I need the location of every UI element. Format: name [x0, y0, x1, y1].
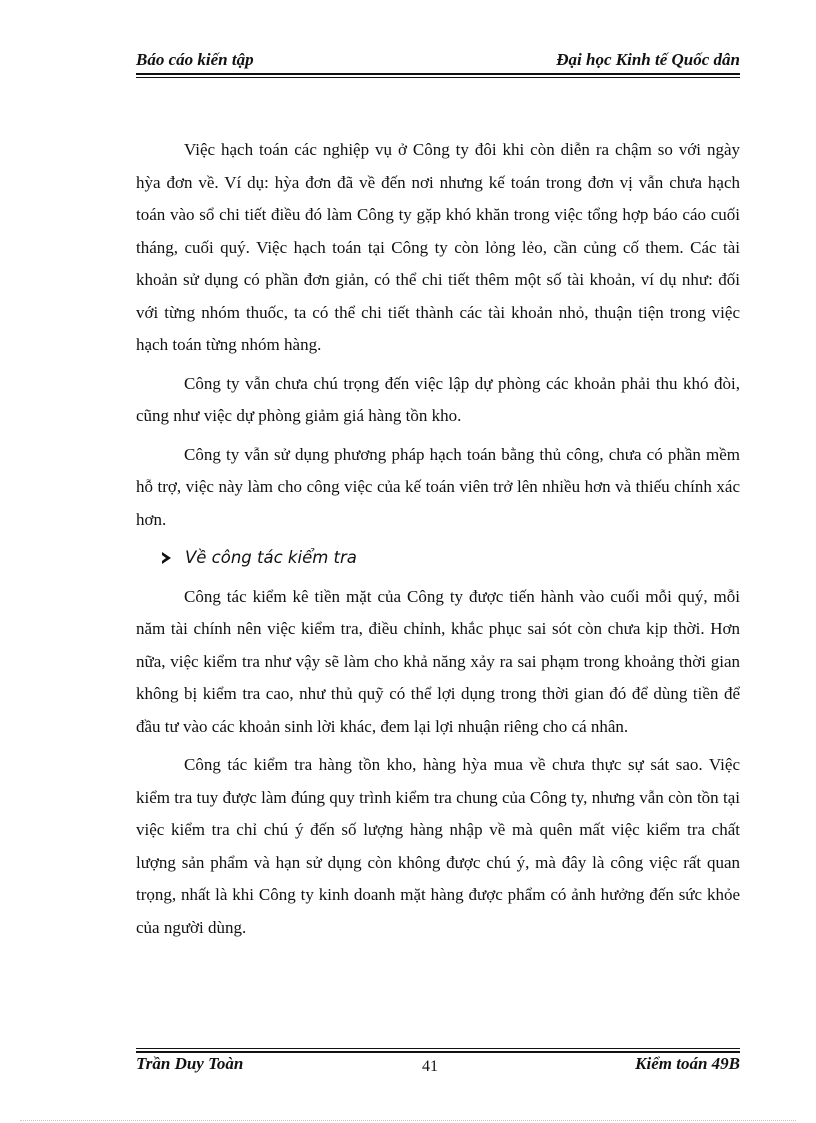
footer-rule-thin: [136, 1048, 740, 1049]
footer-rule: [136, 1051, 740, 1053]
arrowhead-bullet-icon: [162, 552, 171, 564]
paragraph: Công tác kiểm tra hàng tồn kho, hàng hỳa mua về chưa thực sự sát sao. Việc kiểm tra tuy được làm đúng quy trình kiểm tra chung của Công ty, nhưng vẫn còn tồn tại việc kiểm tra chỉ chú ý đến số lượng hàng nhập về mà quên mất việc kiểm tra chất lượng sản phẩm và hạn sử dụng còn không được chú ý, mà đây là công việc rất quan trọng, nhất là khi Công ty kinh doanh mặt hàng được phẩm có ảnh hưởng đến sức khỏe của người dùng.: [136, 755, 740, 937]
paragraph: Công ty vẫn sử dụng phương pháp hạch toán bằng thủ công, chưa có phần mềm hỗ trợ, việc này làm cho công việc của kế toán viên trở lên nhiều hơn và thiếu chính xác hơn.: [136, 444, 740, 529]
page-footer: [136, 1054, 740, 1080]
page-bottom-edge: [20, 1120, 796, 1121]
paragraph: Việc hạch toán các nghiệp vụ ở Công ty đôi khi còn diễn ra chậm so với ngày hỳa đơn về. Ví dụ: hỳa đơn đã về đến nơi nhưng kế toán trong đơn vị vẫn chưa hạch toán vào sổ chi tiết điều đó làm Công ty gặp khó khăn trong việc tổng hợp báo cáo cuối tháng, cuối quý. Việc hạch toán tại Công ty còn lỏng lẻo, cần củng cố them. Các tài khoản sử dụng có phần đơn giản, có thể chi tiết thêm một số tài khoản, ví dụ như: đối với từng nhóm thuốc, ta có thể chi tiết thành các tài khoản nhỏ, thuận tiện trong việc hạch toán từng nhóm hàng.: [136, 140, 740, 354]
footer-class: Kiểm toán 49B: [635, 1054, 740, 1073]
header-right-title: Đại học Kinh tế Quốc dân: [556, 50, 740, 69]
section-heading: [136, 542, 740, 575]
footer-author: Trần Duy Toàn: [136, 1054, 244, 1073]
section-heading-text: Về công tác kiểm tra: [185, 548, 357, 567]
page-body: [136, 134, 740, 950]
paragraph: Công tác kiểm kê tiền mặt của Công ty được tiến hành vào cuối mỗi quý, mỗi năm tài chính nên việc kiểm tra, điều chỉnh, khắc phục sai sót còn chưa kịp thời. Hơn nữa, việc kiểm tra như vậy sẽ làm cho khả năng xảy ra sai phạm trong khoảng thời gian không bị kiểm tra cao, như thủ quỹ có thể lợi dụng trong thời gian đó để dùng tiền để đầu tư vào các khoản sinh lời khác, đem lại lợi nhuận riêng cho cá nhân.: [136, 586, 740, 736]
header-rule-thin: [136, 77, 740, 78]
header-left-title: Báo cáo kiến tập: [136, 50, 254, 69]
header-rule: [136, 73, 740, 75]
paragraph: Công ty vẫn chưa chú trọng đến việc lập dự phòng các khoản phải thu khó đòi, cũng như việc dự phòng giảm giá hàng tồn kho.: [136, 373, 740, 425]
page-header: [136, 50, 740, 70]
page-number: 41: [422, 1058, 438, 1075]
